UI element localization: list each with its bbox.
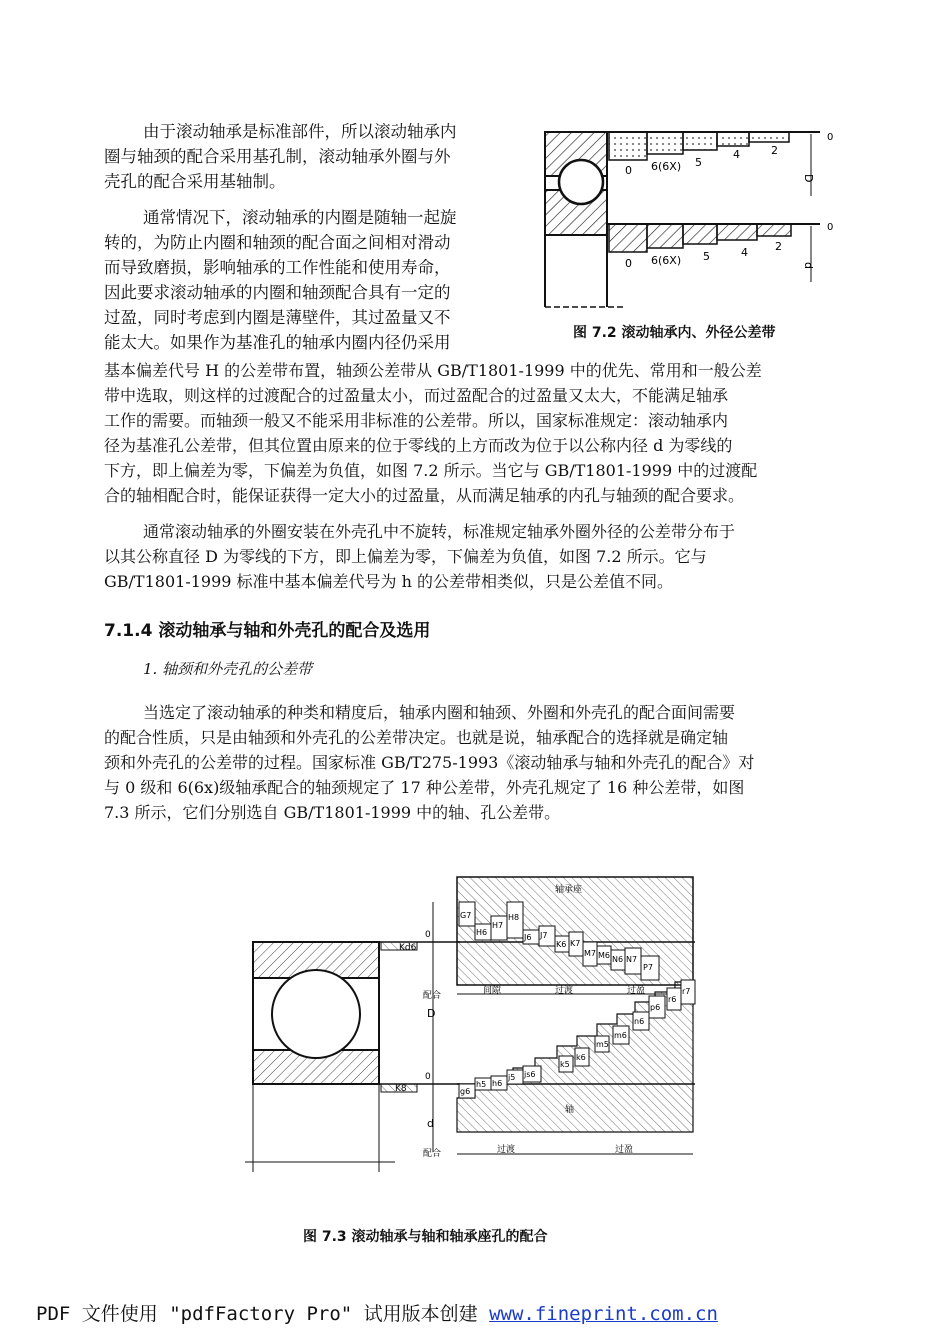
text-line: 通常情况下，滚动轴承的内圈是随轴一起旋 — [143, 208, 457, 227]
zone-label: g6 — [460, 1087, 471, 1096]
grade-label: 6(6X) — [651, 160, 682, 173]
inner-ring-label: K8 — [395, 1084, 407, 1094]
diameter-D-label: D — [802, 174, 815, 183]
text-line: 7.3 所示，它们分别选自 GB/T1801-1999 中的轴、孔公差带。 — [104, 803, 561, 822]
bearing-body — [245, 942, 460, 1172]
outer-ring-label: Kd6 — [399, 943, 417, 953]
text-line: 能太大。如果作为基准孔的轴承内圈内径仍采用 — [104, 333, 451, 352]
zone-label: J6 — [524, 933, 532, 942]
zone-label: H8 — [508, 913, 520, 922]
housing-label: 轴承座 — [555, 885, 583, 895]
diameter-D-label: D — [427, 1007, 436, 1020]
zone-label: H7 — [492, 921, 504, 930]
text-line: 因此要求滚动轴承的内圈和轴颈配合具有一定的 — [104, 283, 451, 302]
zone-label: p6 — [650, 1003, 661, 1012]
zone-label: h6 — [492, 1079, 503, 1088]
footer-text: PDF 文件使用 "pdfFactory Pro" 试用版本创建 — [36, 1303, 490, 1325]
grade-label: 2 — [771, 144, 778, 157]
figure-7-3 — [235, 872, 705, 1192]
zone-label: h5 — [476, 1080, 487, 1089]
grade-label: 4 — [733, 148, 740, 161]
fit-type-label: 过盈 — [615, 1145, 634, 1155]
shaft-zones — [457, 980, 695, 1155]
fit-label: 配合 — [423, 991, 442, 1001]
fit-label: 配合 — [423, 1149, 442, 1159]
text-line: 转的，为防止内圈和轴颈的配合面之间相对滑动 — [104, 233, 451, 252]
zero-label: 0 — [827, 132, 834, 143]
text-line: 颈和外壳孔的公差带的过程。国家标准 GB/T275-1993《滚动轴承与轴和外壳孔的配合》对 — [104, 753, 755, 772]
text-line: 而导致磨损，影响轴承的工作性能和使用寿命， — [104, 258, 451, 277]
fit-type-label: 过渡 — [497, 1145, 516, 1155]
zone-label: K7 — [570, 939, 581, 948]
zero-label: 0 — [425, 1072, 431, 1082]
zero-label: 0 — [425, 930, 431, 940]
figure-7-2 — [535, 112, 835, 317]
fit-type-label: 过盈 — [627, 986, 646, 996]
figure-7-3-caption: 图 7.3 滚动轴承与轴和轴承座孔的配合 — [303, 1229, 548, 1245]
fit-type-label: 过渡 — [555, 986, 574, 996]
text-line: 当选定了滚动轴承的种类和精度后，轴承内圈和轴颈、外圈和外壳孔的配合面间需要 — [143, 703, 736, 722]
text-line: 由于滚动轴承是标准部件，所以滚动轴承内 — [143, 122, 457, 141]
grade-label: 6(6X) — [651, 254, 682, 267]
zone-label: k5 — [560, 1060, 570, 1069]
zone-label: G7 — [460, 911, 472, 920]
housing-zones — [457, 877, 695, 996]
text-line: 圈与轴颈的配合采用基孔制，滚动轴承外圈与外 — [104, 147, 451, 166]
zone-label: N6 — [612, 955, 624, 964]
text-line: 通常滚动轴承的外圈安装在外壳孔中不旋转，标准规定轴承外圈外径的公差带分布于 — [143, 522, 736, 541]
inner-tolerance-zones — [607, 222, 833, 282]
zone-label: H6 — [476, 928, 488, 937]
zone-label: r6 — [668, 995, 677, 1004]
zone-label: js6 — [524, 1070, 536, 1079]
grade-label: 2 — [775, 240, 782, 253]
grade-label: 4 — [741, 246, 748, 259]
footer-link[interactable]: www.fineprint.com.cn — [489, 1303, 718, 1325]
grade-label: 5 — [703, 250, 710, 263]
zone-label: n6 — [634, 1017, 645, 1026]
zone-label: N7 — [626, 955, 638, 964]
zone-label: P7 — [643, 963, 653, 972]
figure-7-2-caption: 图 7.2 滚动轴承内、外径公差带 — [573, 325, 776, 341]
fit-type-label: 间隙 — [483, 986, 502, 996]
text-line: 过盈，同时考虑到内圈是薄壁件，其过盈量又不 — [104, 308, 451, 327]
diameter-d-label: d — [802, 262, 815, 269]
text-line: 以其公称直径 D 为零线的下方，即上偏差为零，下偏差为负值，如图 7.2 所示。它与 — [104, 547, 707, 566]
dimension-lines — [423, 902, 441, 1159]
text-line: 的配合性质，只是由轴颈和外壳孔的公差带决定。也就是说，轴承配合的选择就是确定轴 — [104, 728, 729, 747]
zone-label: m5 — [596, 1040, 609, 1049]
subheading: 1. 轴颈和外壳孔的公差带 — [143, 660, 313, 678]
text-line: 合的轴相配合时，能保证获得一定大小的过盈量，从而满足轴承的内孔与轴颈的配合要求。 — [104, 486, 745, 505]
pdf-footer — [36, 1299, 718, 1326]
section-heading: 7.1.4 滚动轴承与轴和外壳孔的配合及选用 — [104, 621, 431, 641]
zone-label: J7 — [540, 931, 548, 940]
grade-label: 0 — [625, 164, 632, 177]
shaft-label: 轴 — [565, 1105, 575, 1115]
text-line: 壳孔的配合采用基轴制。 — [104, 172, 286, 191]
zone-label: M7 — [584, 949, 596, 958]
zone-label: m6 — [614, 1031, 627, 1040]
text-line: 基本偏差代号 H 的公差带布置，轴颈公差带从 GB/T1801-1999 中的优先、常用和一般公差 — [104, 361, 762, 380]
outer-tolerance-zones — [607, 132, 833, 196]
text-line: 带中选取，则这样的过渡配合的过盈量太小，而过盈配合的过盈量又太大，不能满足轴承 — [104, 386, 729, 405]
text-line: GB/T1801-1999 标准中基本偏差代号为 h 的公差带相类似，只是公差值不同。 — [104, 572, 674, 591]
zero-label: 0 — [827, 222, 834, 233]
text-line: 与 0 级和 6(6x)级轴承配合的轴颈规定了 17 种公差带，外壳孔规定了 16 种公差带，如图 — [104, 778, 745, 797]
text-line: 工作的需要。而轴颈一般又不能采用非标准的公差带。所以，国家标准规定：滚动轴承内 — [104, 411, 729, 430]
grade-label: 5 — [695, 156, 702, 169]
zone-label: r7 — [682, 987, 691, 996]
zone-label: K6 — [556, 940, 567, 949]
grade-label: 0 — [625, 257, 632, 270]
text-line: 下方，即上偏差为零，下偏差为负值，如图 7.2 所示。当它与 GB/T1801-1999 中的过渡配 — [104, 461, 758, 480]
zone-label: M6 — [598, 951, 610, 960]
text-line: 径为基准孔公差带，但其位置由原来的位于零线的上方而改为位于以公称内径 d 为零线的 — [104, 436, 733, 455]
diameter-d-label: d — [427, 1117, 434, 1130]
zone-label: k6 — [576, 1053, 586, 1062]
zone-label: j5 — [508, 1073, 516, 1082]
